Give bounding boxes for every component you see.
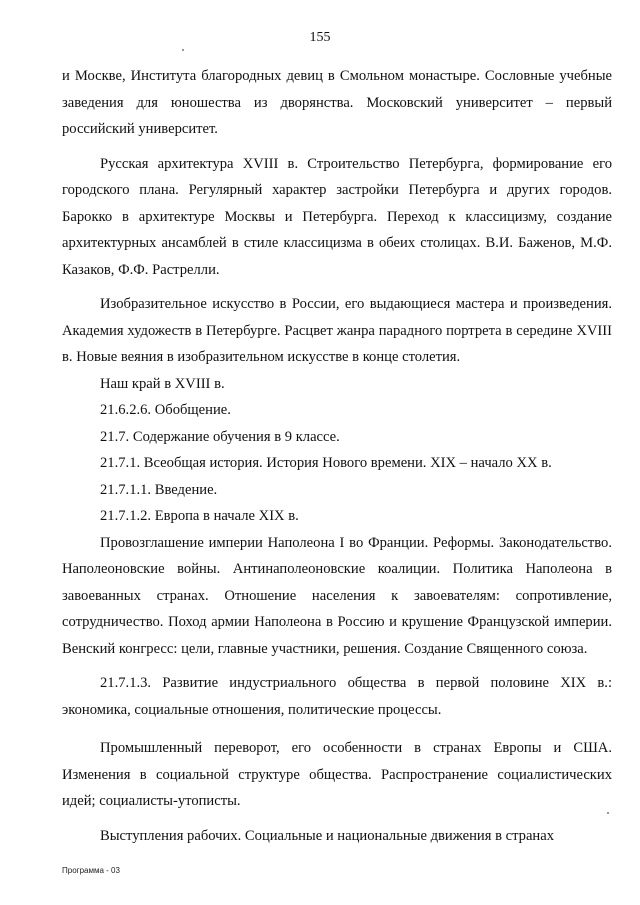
paragraph-fine-arts: Изобразительное искусство в России, его выдающиеся мастера и произведения. Академия художеств в Петербурге. Расцвет жанра парадного портрета в середине XVIII в. Новые веяния в изобразительном искусстве в конце столетия.	[62, 296, 612, 365]
line-world-history: 21.7.1. Всеобщая история. История Нового времени. XIX – начало XX в.	[100, 455, 552, 471]
paragraph-industrial-revolution: Промышленный переворот, его особенности в странах Европы и США. Изменения в социальной структуре общества. Распространение социалистических идей; социалисты-утописты.	[62, 740, 612, 809]
line-summary: 21.6.2.6. Обобщение.	[100, 402, 231, 418]
line-grade-9-content: 21.7. Содержание обучения в 9 классе.	[100, 428, 340, 445]
line-native-region: Наш край в XVIII в.	[100, 375, 225, 392]
paragraph-architecture: Русская архитектура XVIII в. Строительство Петербурга, формирование его городского плана. Регулярный характер застройки Петербурга и других городов. Барокко в архитектуре Москвы и Петербурга. Переход к классицизму, создание архитектурных ансамблей в стиле классицизма в обеих столицах. В.И. Баженов, М.Ф. Казаков, Ф.Ф. Растрелли.	[62, 155, 612, 278]
page-body	[62, 63, 612, 849]
paragraph-napoleon: Провозглашение империи Наполеона I во Франции. Реформы. Законодательство. Наполеоновские войны. Антинаполеоновские коалиции. Политика Наполеона в завоеванных странах. Отношение населения к завоевателям: сопротивление, сотрудничество. Поход армии Наполеона в Россию и крушение Французской империи. Венский конгресс: цели, главные участники, решения. Создание Священного союза.	[62, 534, 612, 657]
line-introduction: 21.7.1.1. Введение.	[100, 481, 218, 498]
page-number: 155	[309, 30, 331, 45]
paragraph-1: и Москве, Института благородных девиц в Смольном монастыре. Сословные учебные заведения для юношества из дворянства. Московский университет – первый российский университет.	[62, 68, 612, 137]
paragraph-workers-movements: Выступления рабочих. Социальные и национальные движения в странах	[100, 827, 555, 844]
line-europe-early-19: 21.7.1.2. Европа в начале XIX в.	[100, 508, 299, 524]
paragraph-industrial-society: 21.7.1.3. Развитие индустриального общества в первой половине XIX в.: экономика, социальные отношения, политические процессы.	[62, 675, 612, 718]
footer-program-code: Программа - 03	[62, 866, 120, 875]
scan-speck	[182, 49, 184, 51]
